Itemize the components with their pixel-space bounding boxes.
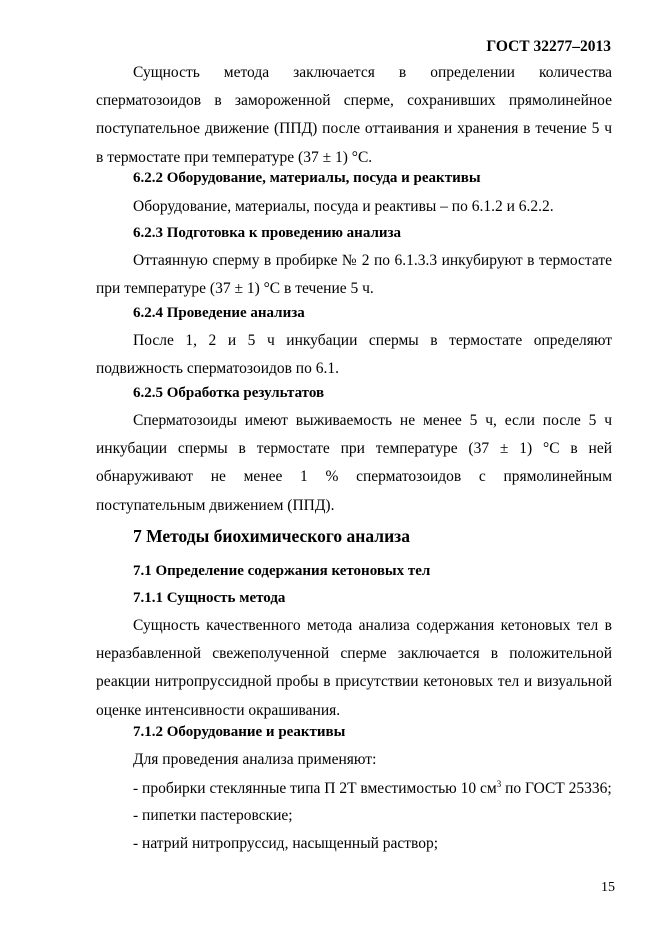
heading-7-1-2: 7.1.2 Оборудование и реактивы xyxy=(133,724,346,740)
paragraph-method-essence: Сущность метода заключается в определении количества сперматозоидов в замороженной сперме, сохранивших прямолинейное поступательное движение (ППД) после оттаивания и хранения в течение 5 ч в термостате при температуре (37 ± 1) °С. xyxy=(96,64,612,166)
heading-6-2-2: 6.2.2 Оборудование, материалы, посуда и реактивы xyxy=(133,170,481,186)
heading-7-1-1: 7.1.1 Сущность метода xyxy=(133,590,286,606)
list-item: - натрий нитропруссид, насыщенный раствор; xyxy=(133,835,439,852)
heading-6-2-5: 6.2.5 Обработка результатов xyxy=(133,385,325,401)
standard-header: ГОСТ 32277–2013 xyxy=(486,38,611,55)
list-item-text: по ГОСТ 25336; xyxy=(501,780,612,798)
paragraph-6-2-5: Сперматозоиды имеют выживаемость не менее 5 ч, если после 5 ч инкубации спермы в термостате при температуре (37 ± 1) °С в ней обнаруживают не менее 1 % сперматозоидов с прямолинейным поступательным движением (ППД). xyxy=(96,412,612,514)
paragraph-6-2-2: Оборудование, материалы, посуда и реактивы – по 6.1.2 и 6.2.2. xyxy=(133,198,554,215)
superscript-cube: 3 xyxy=(496,779,502,789)
heading-6-2-3: 6.2.3 Подготовка к проведению анализа xyxy=(133,225,402,241)
heading-7: 7 Методы биохимического анализа xyxy=(133,526,410,546)
list-item xyxy=(133,779,612,798)
paragraph-6-2-4: После 1, 2 и 5 ч инкубации спермы в термостате определяют подвижность сперматозоидов по 6.1. xyxy=(96,332,612,378)
heading-7-1: 7.1 Определение содержания кетоновых тел xyxy=(133,563,431,579)
heading-6-2-4: 6.2.4 Проведение анализа xyxy=(133,305,305,321)
paragraph-7-1-2-intro: Для проведения анализа применяют: xyxy=(133,751,377,768)
page-number: 15 xyxy=(601,880,615,895)
list-item-text: - пробирки стеклянные типа П 2Т вместимостью 10 см xyxy=(133,780,497,798)
paragraph-7-1-1: Сущность качественного метода анализа содержания кетоновых тел в неразбавленной свежеполученной сперме заключается в положительной реакции нитропруссидной пробы в присутствии кетоновых тел и визуальной оценке интенсивности окрашивания. xyxy=(96,617,612,719)
paragraph-6-2-3: Оттаянную сперму в пробирке № 2 по 6.1.3.3 инкубируют в термостате при температуре (37 ± 1) °С в течение 5 ч. xyxy=(96,252,612,298)
list-item: - пипетки пастеровские; xyxy=(133,807,293,824)
